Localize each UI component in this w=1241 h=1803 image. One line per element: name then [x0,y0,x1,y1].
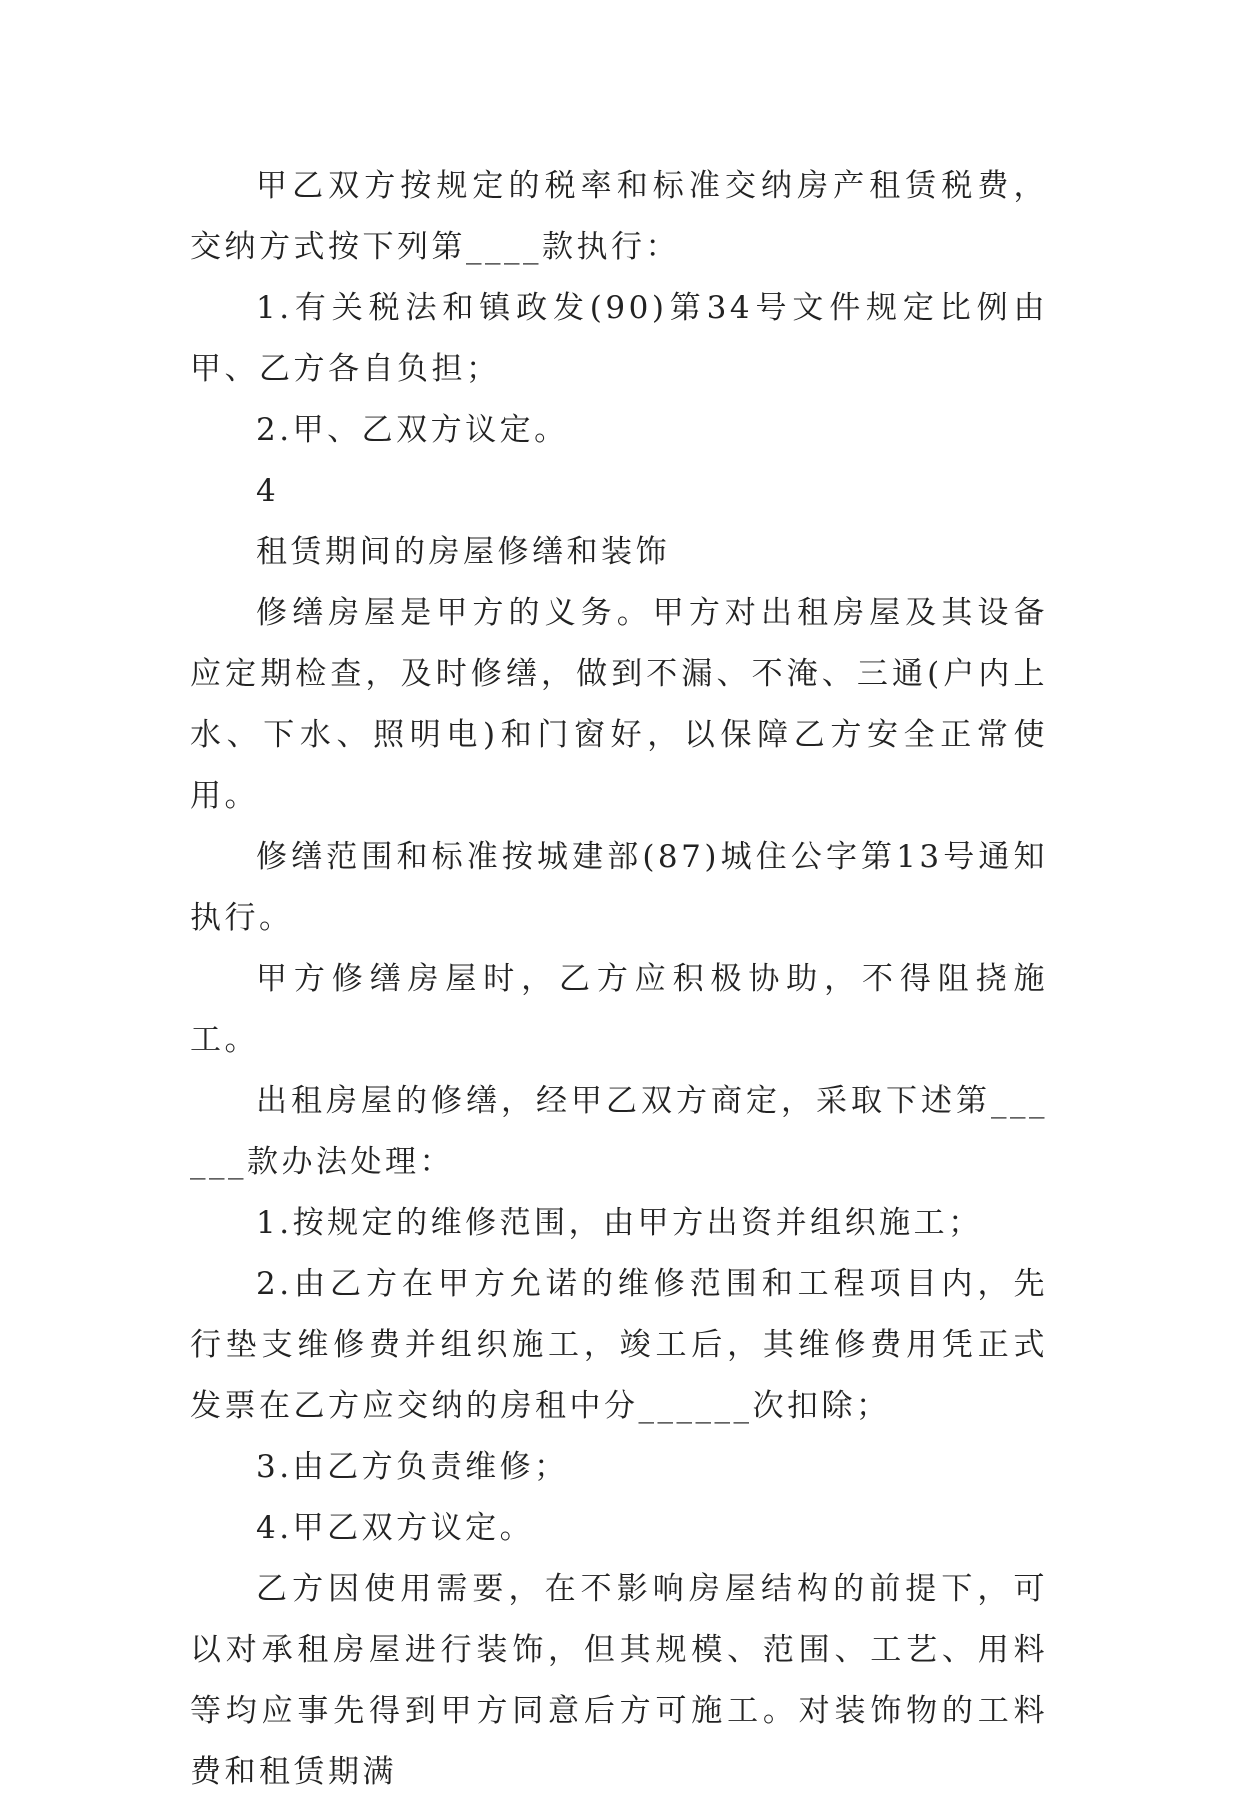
paragraph-repair-duty: 修缮房屋是甲方的义务。甲方对出租房屋及其设备应定期检查，及时修缮，做到不漏、不淹、三通(户内上水、下水、照明电)和门窗好，以保障乙方安全正常使用。 [190,595,1048,814]
section-number: 4 [256,473,280,509]
paragraph-repair-scope: 修缮范围和标准按城建部(87)城住公字第13号通知执行。 [190,839,1048,936]
paragraph-repair-option-1: 1.按规定的维修范围，由甲方出资并组织施工； [256,1205,983,1241]
paragraph-repair-option-4: 4.甲乙双方议定。 [256,1510,535,1546]
paragraph-tax-option-2: 2.甲、乙双方议定。 [256,412,569,448]
document-body [190,156,1048,1803]
paragraph-tax-option-1: 1.有关税法和镇政发(90)第34号文件规定比例由甲、乙方各自负担； [190,290,1048,387]
paragraph-repair-method: 出租房屋的修缮，经甲乙双方商定，采取下述第______款办法处理： [190,1083,1048,1180]
paragraph-tax-payment: 甲乙双方按规定的税率和标准交纳房产租赁税费，交纳方式按下列第____款执行： [190,168,1048,265]
section-heading: 租赁期间的房屋修缮和装饰 [256,534,670,570]
paragraph-repair-option-2: 2.由乙方在甲方允诺的维修范围和工程项目内，先行垫支维修费并组织施工，竣工后，其维修费用凭正式发票在乙方应交纳的房租中分______次扣除； [190,1266,1048,1424]
paragraph-repair-cooperation: 甲方修缮房屋时，乙方应积极协助，不得阻挠施工。 [190,961,1048,1058]
paragraph-repair-option-3: 3.由乙方负责维修； [256,1449,569,1485]
paragraph-decoration: 乙方因使用需要，在不影响房屋结构的前提下，可以对承租房屋进行装饰，但其规模、范围、工艺、用料等均应事先得到甲方同意后方可施工。对装饰物的工料费和租赁期满 [190,1571,1048,1790]
